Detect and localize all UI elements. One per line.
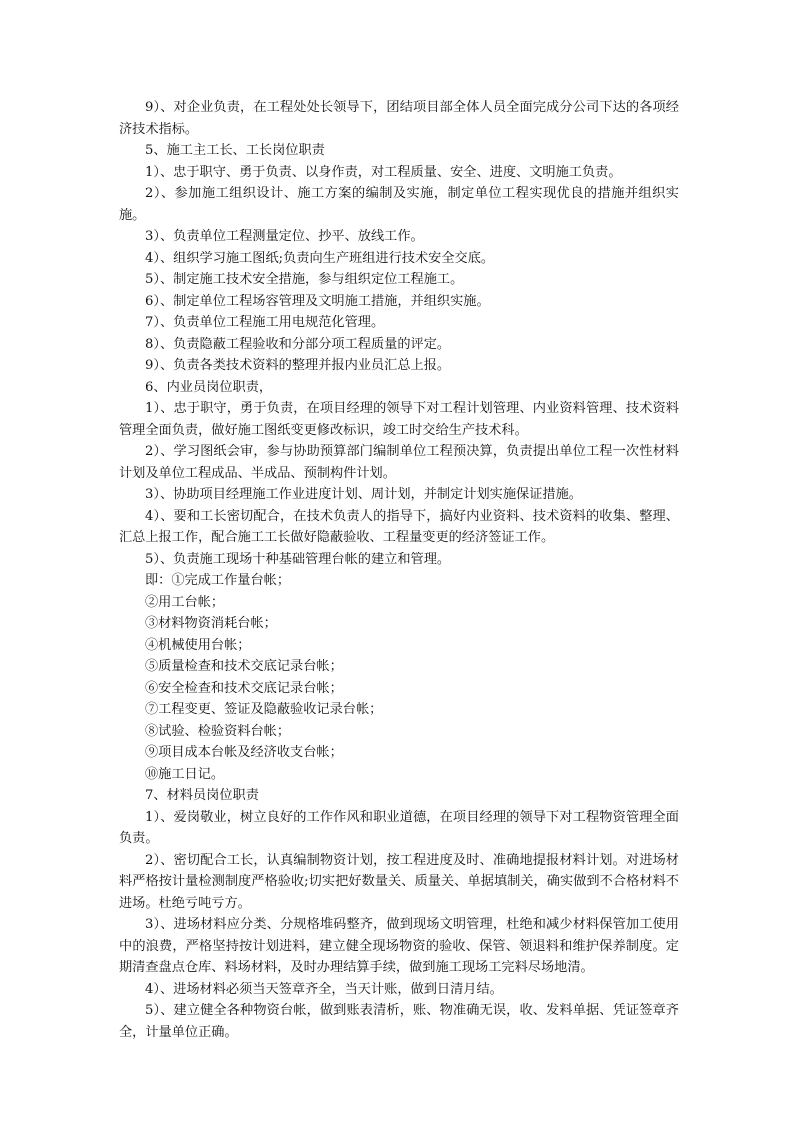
paragraph: 3）、负责单位工程测量定位、抄平、放线工作。: [145, 229, 424, 244]
paragraph: 3）、协助项目经理施工作业进度计划、周计划，并制定计划实施保证措施。: [145, 487, 582, 502]
paragraph: 2）、参加施工组织设计、施工方案的编制及实施，制定单位工程实现优良的措施并组织实施。: [119, 186, 679, 223]
ledger-list-item: ⑥安全检查和技术交底记录台帐；: [145, 680, 343, 696]
ledger-list-item: ②用工台帐；: [145, 594, 225, 610]
paragraph: 4）、组织学习施工图纸;负责向生产班组进行技术安全交底。: [145, 250, 495, 266]
paragraph: 3）、进场材料应分类、分规格堆码整齐，做到现场文明管理，杜绝和减少材料保管加工使用中的浪费，严格坚持按计划进料，建立健全现场物资的验收、保管、领退料和维护保养制度。定期清查盘点仓库、料场材料，及时办理结算手续，做到施工现场工完料尽场地清。: [119, 917, 679, 975]
paragraph: 7）、负责单位工程施工用电规范化管理。: [145, 315, 385, 330]
ledger-list-item: ⑦工程变更、签证及隐蔽验收记录台帐；: [145, 702, 383, 717]
section-heading-clerk: 6、内业员岗位职责，: [145, 379, 273, 395]
paragraph-9-enterprise: 9）、对企业负责，在工程处处长领导下，团结项目部全体人员全面完成分公司下达的各项经济技术指标。: [119, 100, 679, 137]
paragraph: 4）、进场材料必须当天签章齐全，当天计账，做到日清月结。: [145, 981, 503, 997]
ledger-list-item: ③材料物资消耗台帐；: [145, 616, 277, 631]
paragraph: 1）、忠于职守、勇于负责、以身作责，对工程质量、安全、进度、文明施工负责。: [145, 164, 622, 180]
paragraph: 9）、负责各类技术资料的整理并报内业员汇总上报。: [145, 358, 451, 373]
section-heading-material: 7、材料员岗位职责: [145, 788, 259, 803]
section-heading-foreman: 5、施工主工长、工长岗位职责: [145, 143, 325, 158]
ledger-list-item: ④机械使用台帐；: [145, 637, 251, 653]
ledger-list-item: ⑧试验、检验资料台帐；: [145, 723, 291, 739]
paragraph: 4）、要和工长密切配合，在技术负责人的指导下，搞好内业资料、技术资料的收集、整理、汇总上报工作，配合施工工长做好隐蔽验收、工程量变更的经济签证工作。: [119, 508, 679, 545]
paragraph: 6）、制定单位工程场容管理及文明施工措施，并组织实施。: [145, 293, 490, 309]
ledger-list-item: ⑩施工日记。: [145, 766, 225, 782]
document-body: [119, 97, 679, 1043]
ledger-list-item: 即：①完成工作量台帐；: [145, 573, 291, 588]
paragraph: 1）、爱岗敬业，树立良好的工作作风和职业道德，在项目经理的领导下对工程物资管理全面负责。: [119, 809, 679, 846]
ledger-list-item: ⑨项目成本台帐及经济收支台帐；: [145, 745, 343, 760]
paragraph: 2）、密切配合工长，认真编制物资计划，按工程进度及时、准确地提报材料计划。对进场材料严格按计量检测制度严格验收;切实把好数量关、质量关、单据填制关，确实做到不合格材料不进场。杜绝亏吨亏方。: [119, 852, 679, 911]
paragraph: 1）、忠于职守，勇于负责，在项目经理的领导下对工程计划管理、内业资料管理、技术资料管理全面负责，做好施工图纸变更修改标识，竣工时交给生产技术科。: [119, 401, 679, 438]
paragraph: 5）、负责施工现场十种基础管理台帐的建立和管理。: [145, 551, 451, 567]
paragraph: 5）、制定施工技术安全措施，参与组织定位工程施工。: [145, 272, 464, 287]
paragraph: 8）、负责隐蔽工程验收和分部分项工程质量的评定。: [145, 336, 451, 352]
ledger-list-item: ⑤质量检查和技术交底记录台帐；: [145, 659, 343, 674]
paragraph: 2）、学习图纸会审，参与协助预算部门编制单位工程预决算，负责提出单位工程一次性材料计划及单位工程成品、半成品、预制构件计划。: [119, 444, 679, 481]
paragraph: 5）、建立健全各种物资台帐，做到账表清析，账、物准确无误，收、发料单据、凭证签章齐全，计量单位正确。: [119, 1003, 679, 1040]
